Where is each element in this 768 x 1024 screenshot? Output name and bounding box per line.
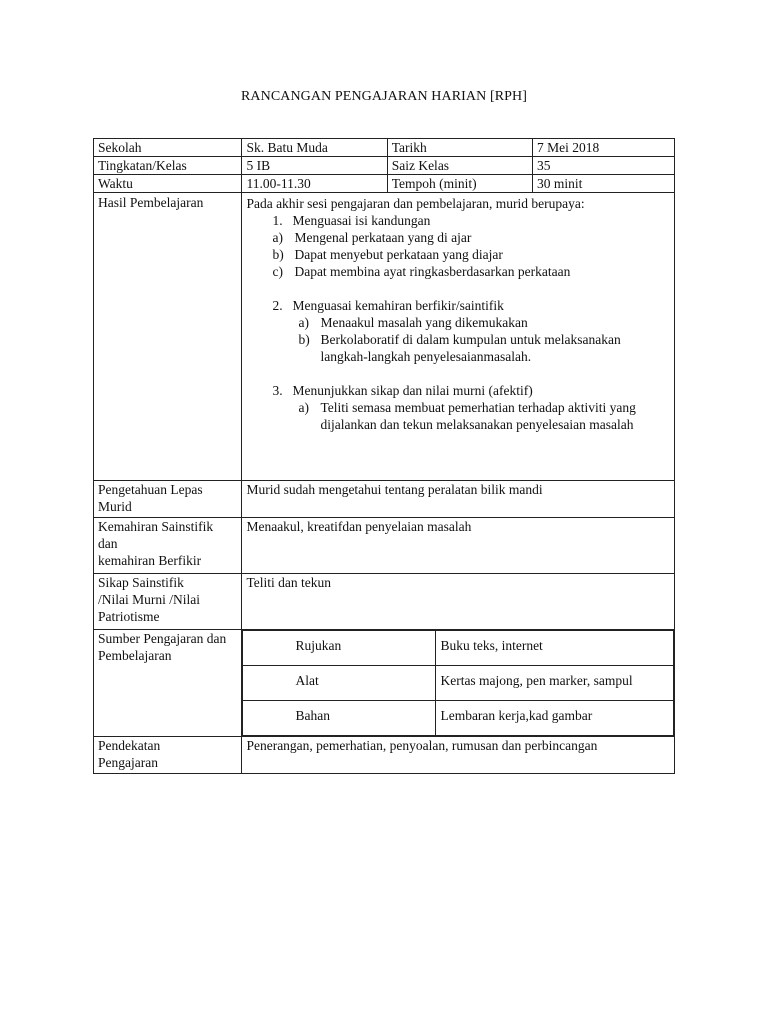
hasil-item-1: 1. Menguasai isi kandungan: [272, 213, 431, 228]
hasil-item-2: 2. Menguasai kemahiran berfikir/saintifik: [272, 298, 504, 313]
tempoh-value: 30 minit: [532, 175, 674, 193]
hasil-item-1a: a) Mengenal perkataan yang di ajar: [272, 230, 472, 245]
saiz-label: Saiz Kelas: [387, 157, 532, 175]
hasil-intro: Pada akhir sesi pengajaran dan pembelajaran, murid berupaya:: [246, 196, 585, 211]
sumber-row-bahan: [243, 701, 674, 736]
pendekatan-value: Penerangan, pemerhatian, penyoalan, rumusan dan perbincangan: [242, 737, 675, 774]
sekolah-value: Sk. Batu Muda: [242, 139, 387, 157]
sikap-label: Sikap Sainstifik /Nilai Murni /Nilai Patriotisme: [94, 574, 242, 630]
pendekatan-label: Pendekatan Pengajaran: [94, 737, 242, 774]
row-waktu: [94, 175, 675, 193]
sumber-value: Lembaran kerja,kad gambar: [436, 701, 674, 736]
row-sekolah: [94, 139, 675, 157]
tarikh-label: Tarikh: [387, 139, 532, 157]
hasil-item-3a: a) Teliti semasa membuat pemerhatian terhadap aktiviti yang dijalankan dan tekun melaksanakan penyelesaian masalah: [298, 400, 636, 432]
sumber-row-alat: [243, 666, 674, 701]
hasil-item-1c: c) Dapat membina ayat ringkasberdasarkan perkataan: [272, 264, 571, 279]
sumber-label: Sumber Pengajaran dan Pembelajaran: [94, 630, 242, 737]
sumber-key: Rujukan: [243, 631, 436, 666]
row-hasil: [94, 193, 675, 481]
tingkatan-value: 5 IB: [242, 157, 387, 175]
rph-table: [93, 138, 675, 774]
hasil-item-3: 3. Menunjukkan sikap dan nilai murni (afektif): [272, 383, 533, 398]
hasil-item-2a: a) Menaakul masalah yang dikemukakan: [298, 315, 528, 330]
kemahiran-label: Kemahiran Sainstifik dan kemahiran Berfikir: [94, 518, 242, 574]
tarikh-value: 7 Mei 2018: [532, 139, 674, 157]
saiz-value: 35: [532, 157, 674, 175]
row-tingkatan: [94, 157, 675, 175]
sumber-key: Alat: [243, 666, 436, 701]
sumber-value: Kertas majong, pen marker, sampul: [436, 666, 674, 701]
sumber-row-rujukan: [243, 631, 674, 666]
tingkatan-label: Tingkatan/Kelas: [94, 157, 242, 175]
tempoh-label: Tempoh (minit): [387, 175, 532, 193]
waktu-value: 11.00-11.30: [242, 175, 387, 193]
sumber-table: [242, 630, 674, 736]
sikap-value: Teliti dan tekun: [242, 574, 675, 630]
sumber-content: [242, 630, 675, 737]
hasil-item-1b: b) Dapat menyebut perkataan yang diajar: [272, 247, 503, 262]
row-sumber: [94, 630, 675, 737]
pengetahuan-value: Murid sudah mengetahui tentang peralatan bilik mandi: [242, 481, 675, 518]
kemahiran-value: Menaakul, kreatifdan penyelaian masalah: [242, 518, 675, 574]
sekolah-label: Sekolah: [94, 139, 242, 157]
hasil-label: Hasil Pembelajaran: [94, 193, 242, 481]
sumber-value: Buku teks, internet: [436, 631, 674, 666]
hasil-content: [242, 193, 675, 481]
waktu-label: Waktu: [94, 175, 242, 193]
hasil-item-2b: b) Berkolaboratif di dalam kumpulan untuk melaksanakan langkah-langkah penyelesaianmasalah.: [298, 332, 621, 364]
document-title: RANCANGAN PENGAJARAN HARIAN [RPH]: [240, 89, 528, 104]
row-pengetahuan: [94, 481, 675, 518]
row-kemahiran: [94, 518, 675, 574]
pengetahuan-label: Pengetahuan Lepas Murid: [94, 481, 242, 518]
row-sikap: [94, 574, 675, 630]
sumber-key: Bahan: [243, 701, 436, 736]
row-pendekatan: [94, 737, 675, 774]
